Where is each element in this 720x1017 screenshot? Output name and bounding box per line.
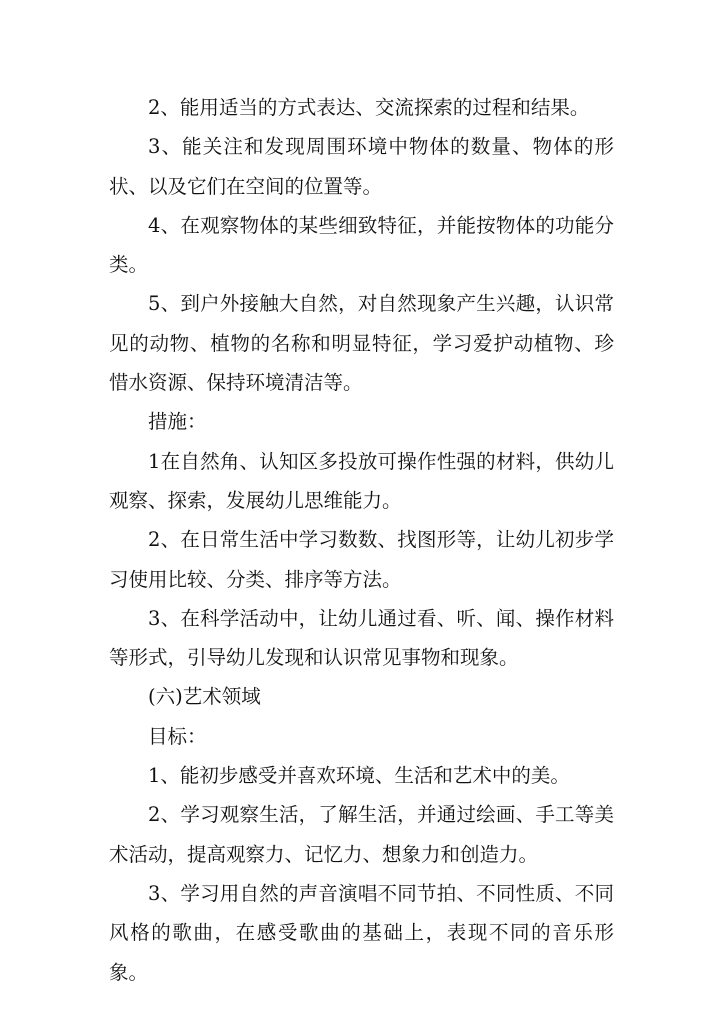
paragraph-goal-2: 2、能用适当的方式表达、交流探索的过程和结果。 [148, 96, 590, 119]
paragraph-goal-5: 5、到户外接触大自然，对自然现象产生兴趣，认识常见的动物、植物的名称和明显特征，学习爱护动植物、珍惜水资源、保持环境清洁等。 [109, 292, 614, 395]
paragraph-goal-4: 4、在观察物体的某些细致特征，并能按物体的功能分类。 [109, 213, 614, 277]
paragraph-measure-1: 1在自然角、认知区多投放可操作性强的材料，供幼儿观察、探索，发展幼儿思维能力。 [109, 449, 614, 512]
document-body [109, 88, 614, 992]
paragraph-measure-3: 3、在科学活动中，让幼儿通过看、听、闻、操作材料等形式，引导幼儿发现和认识常见事物和现象。 [109, 606, 614, 670]
paragraph-art-goal-3: 3、学习用自然的声音演唱不同节拍、不同性质、不同风格的歌曲，在感受歌曲的基础上，表现不同的音乐形象。 [109, 881, 614, 984]
paragraph-art-goal-1: 1、能初步感受并喜欢环境、生活和艺术中的美。 [148, 764, 570, 788]
paragraph-art-goal-2: 2、学习观察生活，了解生活，并通过绘画、手工等美术活动，提高观察力、记忆力、想象力和创造力。 [109, 803, 614, 866]
section-heading-art: (六)艺术领域 [148, 685, 261, 709]
paragraph-measure-2: 2、在日常生活中学习数数、找图形等，让幼儿初步学习使用比较、分类、排序等方法。 [109, 528, 614, 591]
paragraph-goal-3: 3、能关注和发现周围环境中物体的数量、物体的形状、以及它们在空间的位置等。 [109, 135, 614, 198]
heading-goals: 目标： [148, 724, 207, 748]
heading-measures: 措施： [148, 410, 207, 434]
